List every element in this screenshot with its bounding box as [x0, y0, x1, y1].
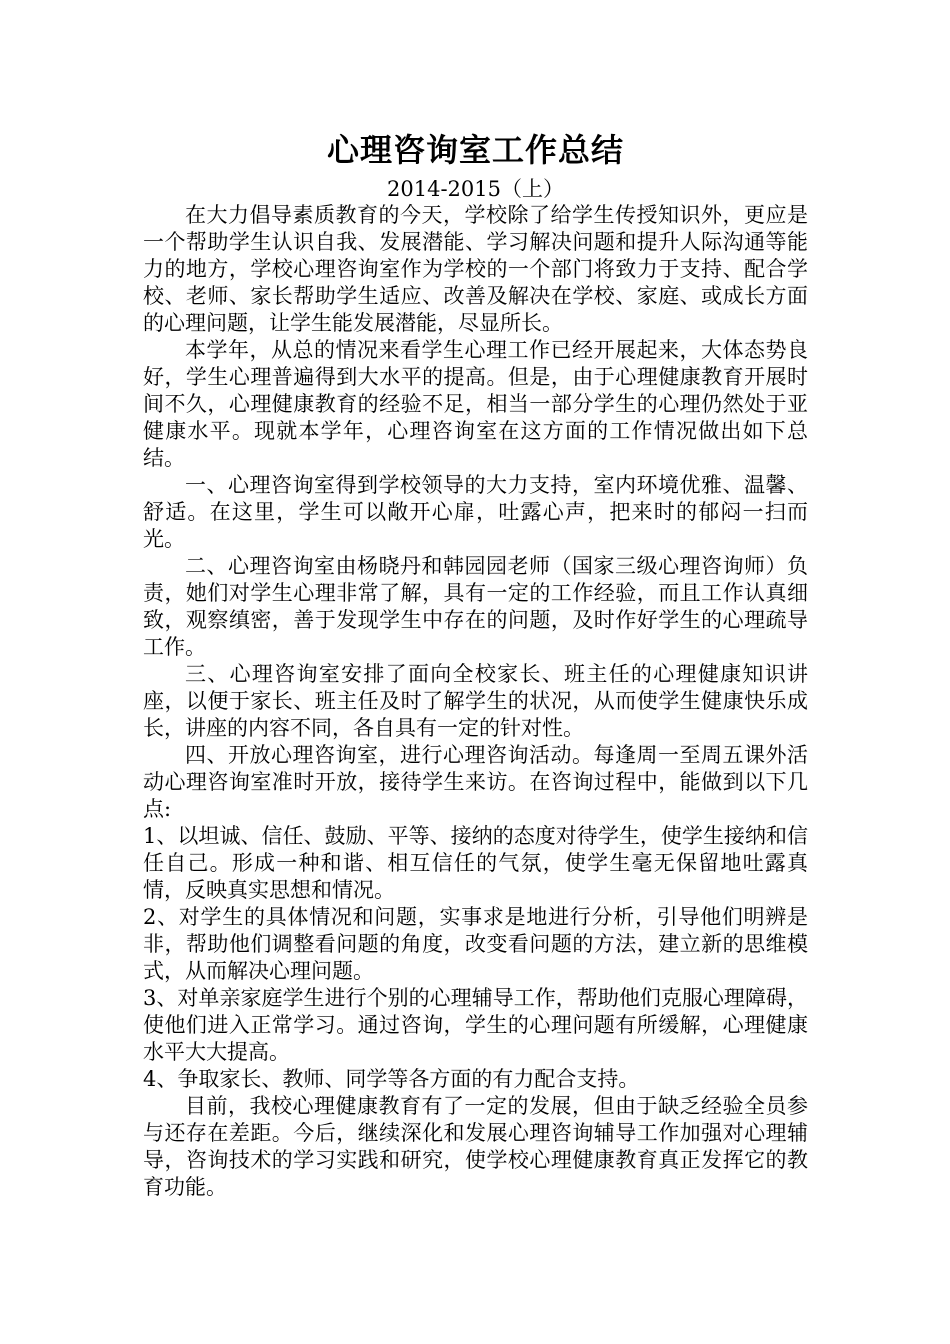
paragraph-intro: 在大力倡导素质教育的今天，学校除了给学生传授知识外，更应是一个帮助学生认识自我、发展潜能、学习解决问题和提升人际沟通等能力的地方，学校心理咨询室作为学校的一个部门将致力于支持、配合学校、老师、家长帮助学生适应、改善及解决在学校、家庭、或成长方面的心理问题，让学生能发展潜能，尽显所长。	[143, 203, 808, 335]
document-page	[143, 128, 808, 1201]
document-title: 心理咨询室工作总结	[326, 131, 624, 169]
paragraph-overview: 本学年，从总的情况来看学生心理工作已经开展起来，大体态势良好，学生心理普遍得到大水平的提高。但是，由于心理健康教育开展时间不久，心理健康教育的经验不足，相当一部分学生的心理仍然处于亚健康水平。现就本学年，心理咨询室在这方面的工作情况做出如下总结。	[143, 338, 808, 470]
paragraph-conclusion: 目前，我校心理健康教育有了一定的发展，但由于缺乏经验全员参与还存在差距。今后，继续深化和发展心理咨询辅导工作加强对心理辅导，咨询技术的学习实践和研究，使学校心理健康教育真正发挥它的教育功能。	[143, 1094, 808, 1199]
list-item-2: 2、对学生的具体情况和问题，实事求是地进行分析，引导他们明辨是非，帮助他们调整看问题的角度，改变看问题的方法，建立新的思维模式，从而解决心理问题。	[143, 905, 808, 983]
paragraph-section-3: 三、心理咨询室安排了面向全校家长、班主任的心理健康知识讲座，以便于家长、班主任及时了解学生的状况，从而使学生健康快乐成长，讲座的内容不同，各自具有一定的针对性。	[143, 662, 808, 740]
paragraph-section-4: 四、开放心理咨询室，进行心理咨询活动。每逢周一至周五课外活动心理咨询室准时开放，接待学生来访。在咨询过程中，能做到以下几点:	[143, 743, 808, 821]
list-item-4: 4、争取家长、教师、同学等各方面的有力配合支持。	[143, 1067, 640, 1091]
list-item-3: 3、对单亲家庭学生进行个别的心理辅导工作，帮助他们克服心理障碍，使他们进入正常学习。通过咨询，学生的心理问题有所缓解，心理健康水平大大提高。	[143, 986, 808, 1064]
paragraph-section-1: 一、心理咨询室得到学校领导的大力支持，室内环境优雅、温馨、舒适。在这里，学生可以敞开心扉，吐露心声，把来时的郁闷一扫而光。	[143, 473, 808, 551]
document-subtitle: 2014-2015（上）	[387, 177, 564, 201]
paragraph-section-2: 二、心理咨询室由杨晓丹和韩园园老师（国家三级心理咨询师）负责，她们对学生心理非常了解，具有一定的工作经验，而且工作认真细致，观察缜密，善于发现学生中存在的问题，及时作好学生的心理疏导工作。	[143, 554, 808, 659]
list-item-1: 1、以坦诚、信任、鼓励、平等、接纳的态度对待学生，使学生接纳和信任自己。形成一种和谐、相互信任的气氛，使学生毫无保留地吐露真情，反映真实思想和情况。	[143, 824, 808, 902]
